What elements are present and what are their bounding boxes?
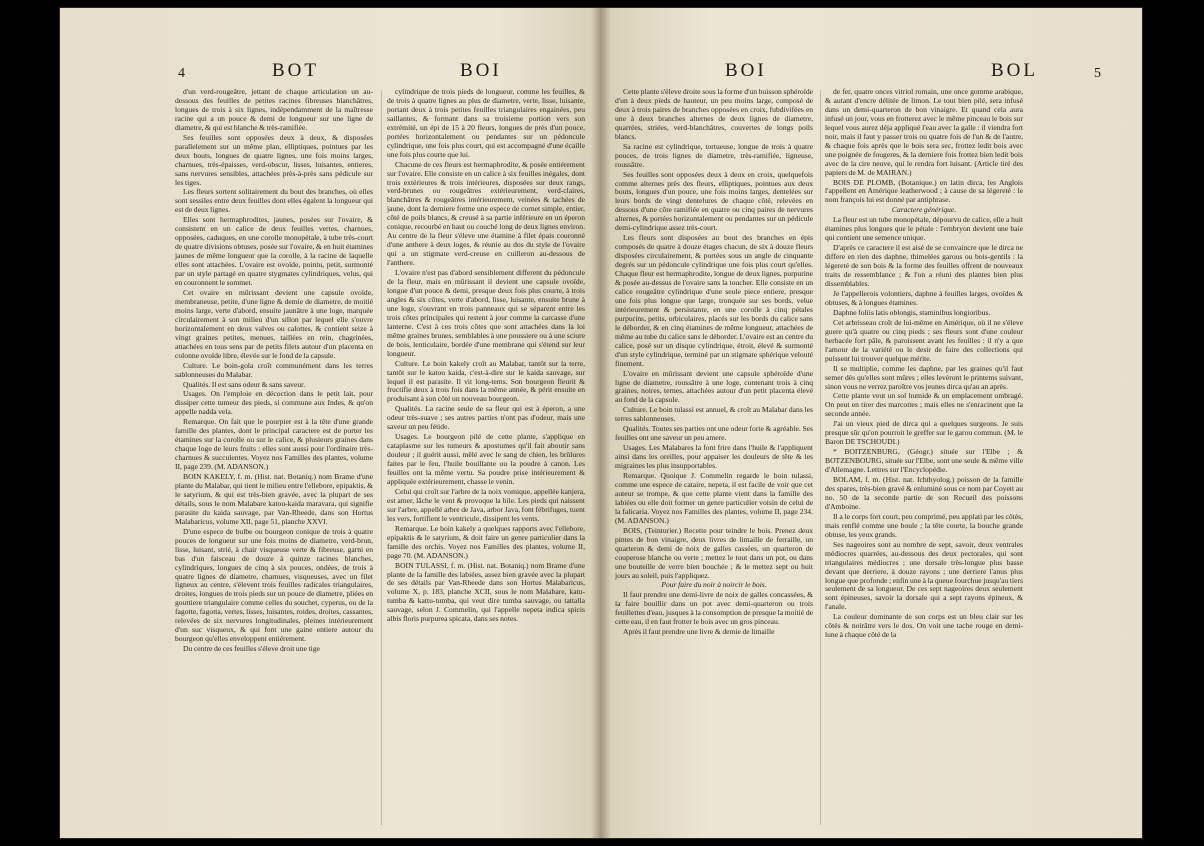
paragraph: Qualités. Il est sans odeur & sans saveur. (183, 379, 306, 389)
paragraph: Qualités. Toutes ses parties ont une odeur forte & agréable. Ses feuilles ont une saveur un peu amere. (615, 424, 813, 443)
paragraph: L'ovaire n'est pas d'abord sensiblement different du pédoncule de la fleur, mais en mûrissant il devient une capsule ovoïde, longue d'un pouce & demi, presque deux fois plus courte, à trois angles & six côtes, verte d'abord, lisse, luisante, ensuite brune à une loge, s'ouvrant en trois panneaux qui se séparent entre les trois côtes principales qui restent à jour comme la carcasse d'une lanterne. C'est à ces trois côtes que sont attachées dans la loi même graines brunes, semblables à une poussiere ou à une sciure de bois, lenticulaire, bordée d'une membrane qui s'étend sur leur longueur. (387, 268, 585, 358)
right-page (601, 8, 1142, 838)
paragraph: Remarque. On fait que le pourpier est à la tête d'une grande famille des plantes, dont le principal caractere est de porter les étamines sur la corolle ou sur le calice, & plusieurs graines dans chaque loge de leurs fruits : elles sont aussi pour l'ordinaire très-charnues & succulentes. Voyez nos Familles des plantes, volume II, page 239. (M. ADANSON.) (175, 417, 373, 472)
paragraph: Qualités. La racine seule de sa fleur qui est à éperon, a une odeur très-suave ; ses autres parties n'ont pas d'odeur, mais une saveur un peu fétide. (387, 404, 585, 432)
paragraph: Chacune de ces fleurs est hermaphrodite, & posée entiérement sur l'ovaire. Elle consiste en un calice à six feuilles inégales, dont trois extérieures & trois intérieures, disposées sur deux rangs, verd-brunes ou rougeâtres extérieurement, verd-claires, blanchâtres & rougeâtres intérieurement, veinées & tachées de jaune, dont la derniere forme une espece de cornet simple, entier, côté de poils blancs, & creusé à sa partie inférieure en un éperon conique, recourbé en haut ou couché long de deux lignes environ. Au centre de la fleur s'éleve une étamine à filet épais couronné d'une anthere à deux loges, & réunie au dos du style de l'ovaire qui a un stigmate verd-creuse en cuilleron au-dessous de l'anthere. (387, 159, 585, 268)
paragraph: BOIS, (Teinturier.) Recette pour teindre le bois. Prenez deux pintes de bon vinaigre, deux livres de limaille de ferraille, un quarteron & demi de noix de galles cassées, un quarteron de couperose blanche ou verte ; mettez le tout dans un pot, ou dans une bouteille de verre bien bouchée ; & le mettez sept ou huit jours au soleil, puis l'appliquez. (615, 525, 813, 580)
paragraph: Pour faire du noir à noircir le bois. (661, 580, 767, 590)
paragraph: Culture. Le boin kakely croît au Malabar, tantôt sur la terre, tantôt sur le katou kaida, c'est-à-dire sur le kaida sauvage, sur lequel il est parasite. Il vit long-tems. Son bourgeon fleurit & fructifie deux à trois fois dans la même année, & périt ensuite en produisant à son côté un nouveau bourgeon. (387, 358, 585, 404)
paragraph: Il a le corps fort court, peu comprimé, peu applati par les côtés, mais renflé comme une boule ; la tête courte, la bouche grande obtuse, les yeux grands. (825, 511, 1023, 539)
paragraph: Cette plante veut un sol humide & un emplacement ombragé. On peut en tirer des marcottes ; mais elles ne s'enracinent que la seconde année. (825, 391, 1023, 419)
paragraph: Cet ovaire en mûrissant devient une capsule ovoïde, membraneuse, petite, d'une ligne & demie de diametre, de moitié moins large, verte d'abord, ensuite jaunâtre à une loge, marquée circulairement à son milieu d'un sillon par lequel elle s'ouvre horizontalement en deux valves ou calottes, & contient seize à vingt graines petites, menues, taillées en rein, chagrinées, attachées en tous sens par de petits filets autour d'un placenta en colonne ovoïde libre, élevée sur le fond de la capsule. (175, 287, 373, 360)
paragraph: Culture. Le boin tulassi est annuel, & croît au Malabar dans les terres sablonneuses. (615, 405, 813, 424)
paragraph: Les fleurs sortent solitairement du bout des branches, où elles sont sessiles entre deux feuilles dont elles égalent la longueur qui est de deux lignes. (175, 187, 373, 215)
paragraph: cylindrique de trois pieds de longueur, comme les feuilles, & de trois à quatre lignes au plus de diametre, verte, lisse, luisante, portant deux à trois petites feuilles triangulaires engainées, peu saillantes, & formant dans sa troisieme portion vers son extrémité, un épi de 15 à 20 fleurs, longues de près d'un pouce, portées horizontalement ou pendantes sur un pédoncule cylindrique, une fois plus court, qui est accompagné d'une écaille une fois plus courte que lui. (387, 87, 585, 159)
paragraph: Culture. Le boin-gola croît communément dans les terres sablonneuses du Malabar. (175, 360, 373, 379)
paragraph: * BOITZENBURG, (Géogr.) située sur l'Elbe ; & BOTZENBOURG, située sur l'Elbe, sont une seule & même ville d'Allemagne. Lettres sur l'Encyclopédie. (825, 447, 1023, 475)
paragraph: BOLAM, f. m. (Hist. nat. Ichthyolog.) poisson de la famille des spares, très-bien gravé & enluminé sous ce nom par Coyett au no. 50 de la seconde partie de son Recueil des poissons d'Amboine. (825, 475, 1023, 511)
paragraph: Usages. On l'emploie en décoction dans le petit lait, pour dissiper cette tumeur des pieds, si commune aux Indes, & qu'on appelle nadda vela. (175, 389, 373, 417)
book-spread (60, 8, 1142, 838)
paragraph: L'ovaire en mûrissant devient une capsule sphéroïde d'une ligne de diametre, roussâtre à une loge, contenant trois à cinq graines, noires, ternes, attachées autour d'un petit placenta élevé au fond de la capsule. (615, 368, 813, 405)
paragraph: La fleur est un tube monopétale, dépourvu de calice, elle a huit étamines plus longues que le pétale : l'embryon devient une baie qui contient une semence unique. (825, 215, 1023, 243)
paragraph: Usages. Le bourgeon pilé de cette plante, s'applique en cataplasme sur les tumeurs & apostumes qu'il fait aboutir sans douleur ; il guérit aussi, mêlé avec le sang de chien, les brûlures faites par le feu, l'huile bouillante ou la poudre à canon. Les feuilles ont la même vertu. Sa poudre prise intérieurement & appliquée extérieurement, chasse le venin. (387, 432, 585, 486)
paragraph: Ses nageoires sont au nombre de sept, savoir, deux ventrales médiocres quarrées, au-dessous des deux pectorales, qui sont triangulaires médiocres ; une dorsale très-longue plus basse devant que derriere, à douze rayons ; une derriere l'anus plus longue que profonde ; enfin une à la queue fourchue jusqu'au tiers seulement de sa longueur. De ces sept nageoires deux seulement sont épineuses, savoir la dorsale qui a sept rayons épineux, & l'anale. (825, 539, 1023, 612)
paragraph: Remarque. Le boin kakely a quelques rapports avec l'ellebore, epipaktis & le satyrium, & doit faire un genre particulier dans la famille des orchis. Voyez nos Familles des plantes, volume II, page 70. (M. ADANSON.) (387, 523, 585, 560)
paragraph: Du centre de ces feuilles s'éleve droit une tige (183, 644, 320, 654)
paragraph: Sa racine est cylindrique, tortueuse, longue de trois à quatre pouces, de trois lignes de diametre, très-ramifiée, ligneuse, roussâtre. (615, 141, 813, 169)
right-column-1 (615, 88, 813, 638)
paragraph: Les fleurs sont disposées au bout des branches en épis composés de quatre à douze étages chacun, de six à douze fleurs disposées circulairement, & portées sous un angle de cinquante degrés sur un pédoncule cylindrique une fois plus court qu'elles. Chaque fleur est hermaphrodite, longue de deux lignes, purpurine & posée au-dessus de l'ovaire sans la toucher. Elle consiste en un calice rougeâtre cylindrique d'une seule piece entiere, presque une fois plus longue que large, tronquée sur ses bords, velue intérieurement & persistante, en une corolle à cinq pétales purpurins, petits, orbiculaires, placés sur les bords du calice sans le déborder, & en cinq étamines de même longueur, attachées de même au tube du calice sans le déborder. L'ovaire est au centre du calice, posé sur un disque cylindrique, étroit, élevé & surmonté d'un style cylindrique, terminé par un stigmate sphérique velouté finement. (615, 233, 813, 368)
paragraph: BOIS DE PLOMB, (Botanique.) en latin dirca, les Anglois l'appellent en Amérique leatherwood ; à cause de sa légereté : le nom françois lui est donné par antiphrase. (825, 177, 1023, 205)
paragraph: J'ai un vieux pied de dirca qui a quelques surgeons. Je suis presque sûr qu'on pourroit le greffer sur le garou commun. (M. le Baron DE TSCHOUDI.) (825, 419, 1023, 447)
column-divider (820, 90, 821, 825)
paragraph: BOIN TULASSI, f. m. (Hist. nat. Botaniq.) nom Brame d'une plante de la famille des labiées, assez bien gravée avec la plupart de ses détails par Van-Rheede dans son Hortus Malabaricus, volume X, p. 183, planche XCII, sous le nom Malabare, katu-tumba & kattu-tumba, qui veut dire tumba sauvage, ou tattalla sauvage, selon J. Commelin, qui l'appelle nepeta indica spicis albis floris purpurea spicata, dans ses notes. (387, 560, 585, 624)
left-column-1 (175, 88, 373, 655)
right-page-number: 5 (1094, 66, 1101, 81)
paragraph: Elles sont hermaphrodites, jaunes, posées sur l'ovaire, & consistent en un calice de deux feuilles vertes, charnues, opposées, caduques, en une corolle monopétale, à tube très-court de quatre divisions obtuses, posée sur l'ovaire, & en huit étamines jaunes de même longueur que la corolle, à la racine de laquelle elles sont attachées. L'ovaire est ovoïde, pointu, petit, surmonté par un style partagé en quatre stygmates cylindriques, velus, qui en couronnent le sommet. (175, 215, 373, 288)
paragraph: D'après ce caractere il est aisé de se convaincre que le dirca ne differe en rien des daphne, thimelées garous ou bois-gentils : la légereté de son bois & la forme des feuilles offrent de nouveaux traits de ressemblance ; & l'on a réuni des plantes bien plus dissemblables. (825, 243, 1023, 289)
paragraph: Cet arbrisseau croît de lui-même en Amérique, où il ne s'éleve guere qu'à quatre ou cinq pieds ; ses fleurs sont d'une couleur herbacée fort pâle, & paroissent avant les feuilles : il n'y a que l'amour de la variété ou le desir de faire des collections qui puissent lui trouver quelque mérite. (825, 317, 1023, 363)
paragraph: Il se multiplie, comme les daphne, par les graines qu'il faut semer dès qu'elles sont mûres ; elles levèront le printems suivant, sinon vous ne verrez paroître vos jeunes dirca qu'au an après. (825, 363, 1023, 391)
paragraph: Remarque. Quoique J. Commelin regarde le boin tulassi, comme une espece de cataire, nepeta, il est facile de voir que cet auteur se trompe, & que cette plante vient dans la famille des labiées ou elle doit former un genre particulier voisin de celui de la falicaria. Voyez nos Familles des plantes, volume II, page 234. (M. ADANSON.) (615, 471, 813, 525)
paragraph: de fer, quatre onces vitriol romain, une once gomme arabique, & autant d'encre délitée de limon. Le tout bien pilé, sera infusé dans un demi-quarteron de bon vinaigre. Et quand cela aura infusé un jour, vous en frotterez avec le même pinceau le bois sur lequel vous aurez déja appliqué l'eau avec la galle : il viendra fort noir, mais il faut y passer trois ou quatre fois de l'un & de l'autre, & chaque fois après que le bois sera sec, frottez ledit bois avec une poignée de fougeres, & la derniere fois frottez bien ledit bois avec de la cire neuve, qui le rendra fort luisant. (Article tiré des papiers de M. de MAIRAN.) (825, 87, 1023, 177)
paragraph: La couleur dominante de son corps est un bleu clair sur les côtés & noirâtre vers le dos. On voit une tache rouge en demi-lune à chaque côté de la (825, 612, 1023, 640)
paragraph: Après il faut prendre une livre & demie de limaille (623, 627, 775, 637)
right-running-head-left: BOI (725, 60, 767, 81)
paragraph: Il faut prendre une demi-livre de noix de galles concassées, & la faire bouillir dans un pot avec demi-quarteron ou trois feuillettes d'eau, jusques à la consomption de presque la moitié de cette eau, il en faut frotter le bois avec un gros pinceau. (615, 590, 813, 627)
paragraph: Ses feuilles sont opposées deux à deux, & disposées parallelement sur un même plan, elliptiques, pointues par les deux bouts, longues de quatre lignes, une fois moins larges, charnues, très-épaisses, verd-obscur, lisses, luisantes, entieres, sans nervures sensibles, attachées près-à-près sans pédicule sur les tiges. (175, 132, 373, 187)
column-divider (381, 90, 382, 825)
book-gutter (591, 8, 611, 838)
left-page-number: 4 (178, 66, 185, 81)
left-column-2 (387, 88, 585, 625)
right-column-2 (825, 88, 1023, 641)
paragraph: Caractere générique. (891, 205, 957, 215)
right-running-head-right: BOL (991, 60, 1038, 81)
paragraph: Celui qui croît sur l'arbre de la noix vomique, appellée kanjera, est amer, lâche le vent & provoque la bile. Les pieds qui naissent sur l'arbre, appellé arbre de Java, arbor Java, font fébrifuges, tuent les vers, fortifient le ventricule, dissipent les vents. (387, 486, 585, 523)
paragraph: Cette plante s'éleve droite sous la forme d'un buisson sphéroïde d'un à deux pieds de hauteur, un peu moins large, composé de deux à trois paires de branches opposées en croix, fubdivifées en une à deux branches alternes de deux lignes de diametre, quarrées, striées, verd-blanchâtres, couvertes de longs poils blancs. (615, 87, 813, 141)
paragraph: Ses feuilles sont opposées deux à deux en croix, quelquefois comme alternes près des fleurs, elliptiques, pointues aux deux bouts, longues d'un pouce, une fois moins larges, dentelées sur leurs bords de vingt dentelures de chaque côté, relevées en dessous d'une côte ramifiée en quatre ou cinq paires de nervures alternes, & portées horizontalement ou pendantes sur un pédicule demi-cylindrique assez très-court. (615, 169, 813, 233)
left-page (60, 8, 601, 838)
paragraph: Usages. Les Malabares la font frire dans l'huile & l'appliquent ainsi dans les oreilles, pour appaiser les douleurs de tête & les migraines les plus insupportables. (615, 443, 813, 471)
paragraph: BOIN KAKELY, f. m. (Hist. nat. Botaniq.) nom Brame d'une plante du Malabar, qui tient le milieu entre l'ellebore, epipaktis, & le satyrium, & qui est très-bien gravée, avec la plupart de ses détails, sous le nom Malabare katou-kaida maravara, qui signifie parasite du kaida sauvage, par Van-Rheede, dans son Hortus Malabaricus, volume XII, page 51, planche XXVI. (175, 472, 373, 526)
left-running-head-left: BOT (272, 60, 319, 81)
paragraph: d'un verd-rougeâtre, jettant de chaque articulation un au-dessous des feuilles de petites racines fibreuses blanchâtres, longues de trois à six lignes, indépendamment de la maîtresse racine qui a un pouce & demi de longueur sur une ligne de diametre, & qui est blanche & très-ramifiée. (175, 87, 373, 132)
paragraph: D'une espece de bulbe ou bourgeon conique de trois à quatre pouces de longueur sur une fois moins de diametre, verd-brun, lisse, luisant, strié, à chair visqueuse verte & fibreuse, garni en bas d'un faisceau de douze à quinze racines blanches, cylindriques, longues de cinq à six pouces, ondées, de trois à quatre lignes de diametre, charnues, visqueuses, avec un filet ligneux au centre, s'élevent trois feuilles radicales triangulaires, droites, longues de trois pieds sur un pouce de diametre, pliées en gouttiere triangulaire comme celles du souchet, cyperus, ou de la fagotte, fagotta, vertes, lisses, luisantes, roides, droites, cassantes, relevées de six nervures longitudinales, pleines intérieurement d'un suc visqueux, & qui font une gaine entiere autour du bourgeon qu'elles enveloppent entiérement. (175, 526, 373, 644)
paragraph: Daphne foliis latis oblongis, staminibus longioribus. (833, 307, 991, 317)
paragraph: Je l'appellerois volontiers, daphne à feuilles larges, ovoïdes & obtuses, & à longues étamines. (825, 288, 1023, 307)
left-running-head-right: BOI (460, 60, 502, 81)
